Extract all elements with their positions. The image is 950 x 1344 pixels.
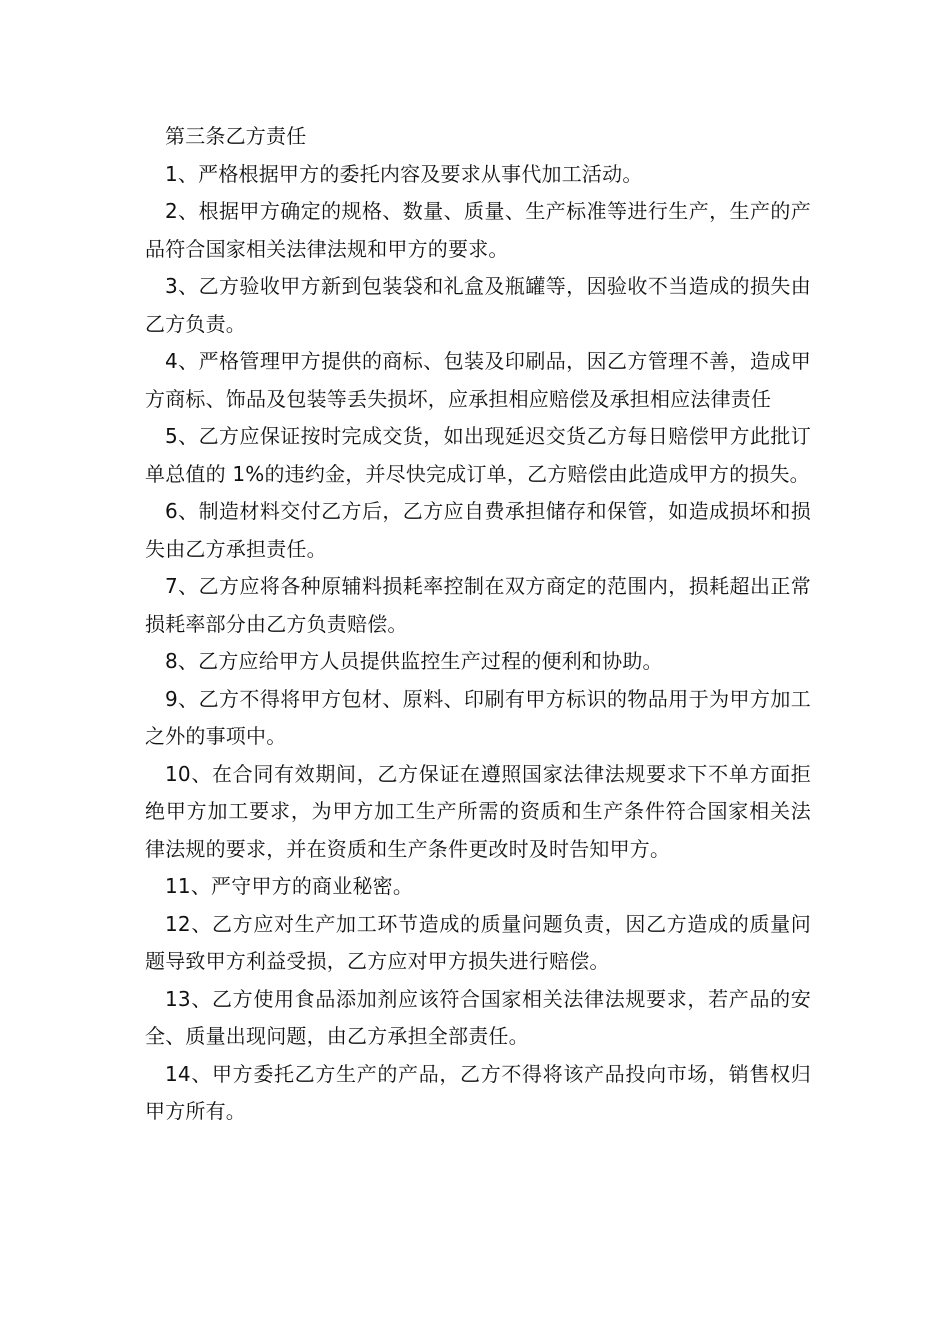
section-heading: 第三条乙方责任 [165, 124, 307, 148]
clause-10: 10、在合同有效期间，乙方保证在遵照国家法律法规要求下不单方面拒绝甲方加工要求，为甲方加工生产所需的资质和生产条件符合国家相关法律法规的要求，并在资质和生产条件更改时及时告知甲方。 [145, 761, 811, 861]
clause-13: 13、乙方使用食品添加剂应该符合国家相关法律法规要求，若产品的安全、质量出现问题，由乙方承担全部责任。 [145, 986, 811, 1048]
clause-6: 6、制造材料交付乙方后，乙方应自费承担储存和保管，如造成损坏和损失由乙方承担责任。 [145, 499, 811, 561]
clause-1: 1、严格根据甲方的委托内容及要求从事代加工活动。 [165, 161, 643, 186]
clause-14: 14、甲方委托乙方生产的产品，乙方不得将该产品投向市场，销售权归甲方所有。 [145, 1061, 811, 1123]
clause-4: 4、严格管理甲方提供的商标、包装及印刷品，因乙方管理不善，造成甲方商标、饰品及包装等丢失损坏，应承担相应赔偿及承担相应法律责任 [145, 349, 811, 411]
clause-7: 7、乙方应将各种原辅料损耗率控制在双方商定的范围内，损耗超出正常损耗率部分由乙方负责赔偿。 [145, 574, 811, 636]
clause-8: 8、乙方应给甲方人员提供监控生产过程的便利和协助。 [165, 649, 663, 673]
clause-2: 2、根据甲方确定的规格、数量、质量、生产标准等进行生产，生产的产品符合国家相关法律法规和甲方的要求。 [145, 199, 811, 261]
clause-3: 3、乙方验收甲方新到包装袋和礼盒及瓶罐等，因验收不当造成的损失由乙方负责。 [145, 274, 811, 336]
clause-5: 5、乙方应保证按时完成交货，如出现延迟交货乙方每日赔偿甲方此批订单总值的 1%的违约金，并尽快完成订单，乙方赔偿由此造成甲方的损失。 [145, 424, 811, 486]
clause-11: 11、严守甲方的商业秘密。 [165, 874, 414, 898]
document-body [145, 118, 811, 1131]
clause-9: 9、乙方不得将甲方包材、原料、印刷有甲方标识的物品用于为甲方加工之外的事项中。 [145, 686, 811, 748]
clause-12: 12、乙方应对生产加工环节造成的质量问题负责，因乙方造成的质量问题导致甲方利益受损，乙方应对甲方损失进行赔偿。 [145, 911, 811, 973]
